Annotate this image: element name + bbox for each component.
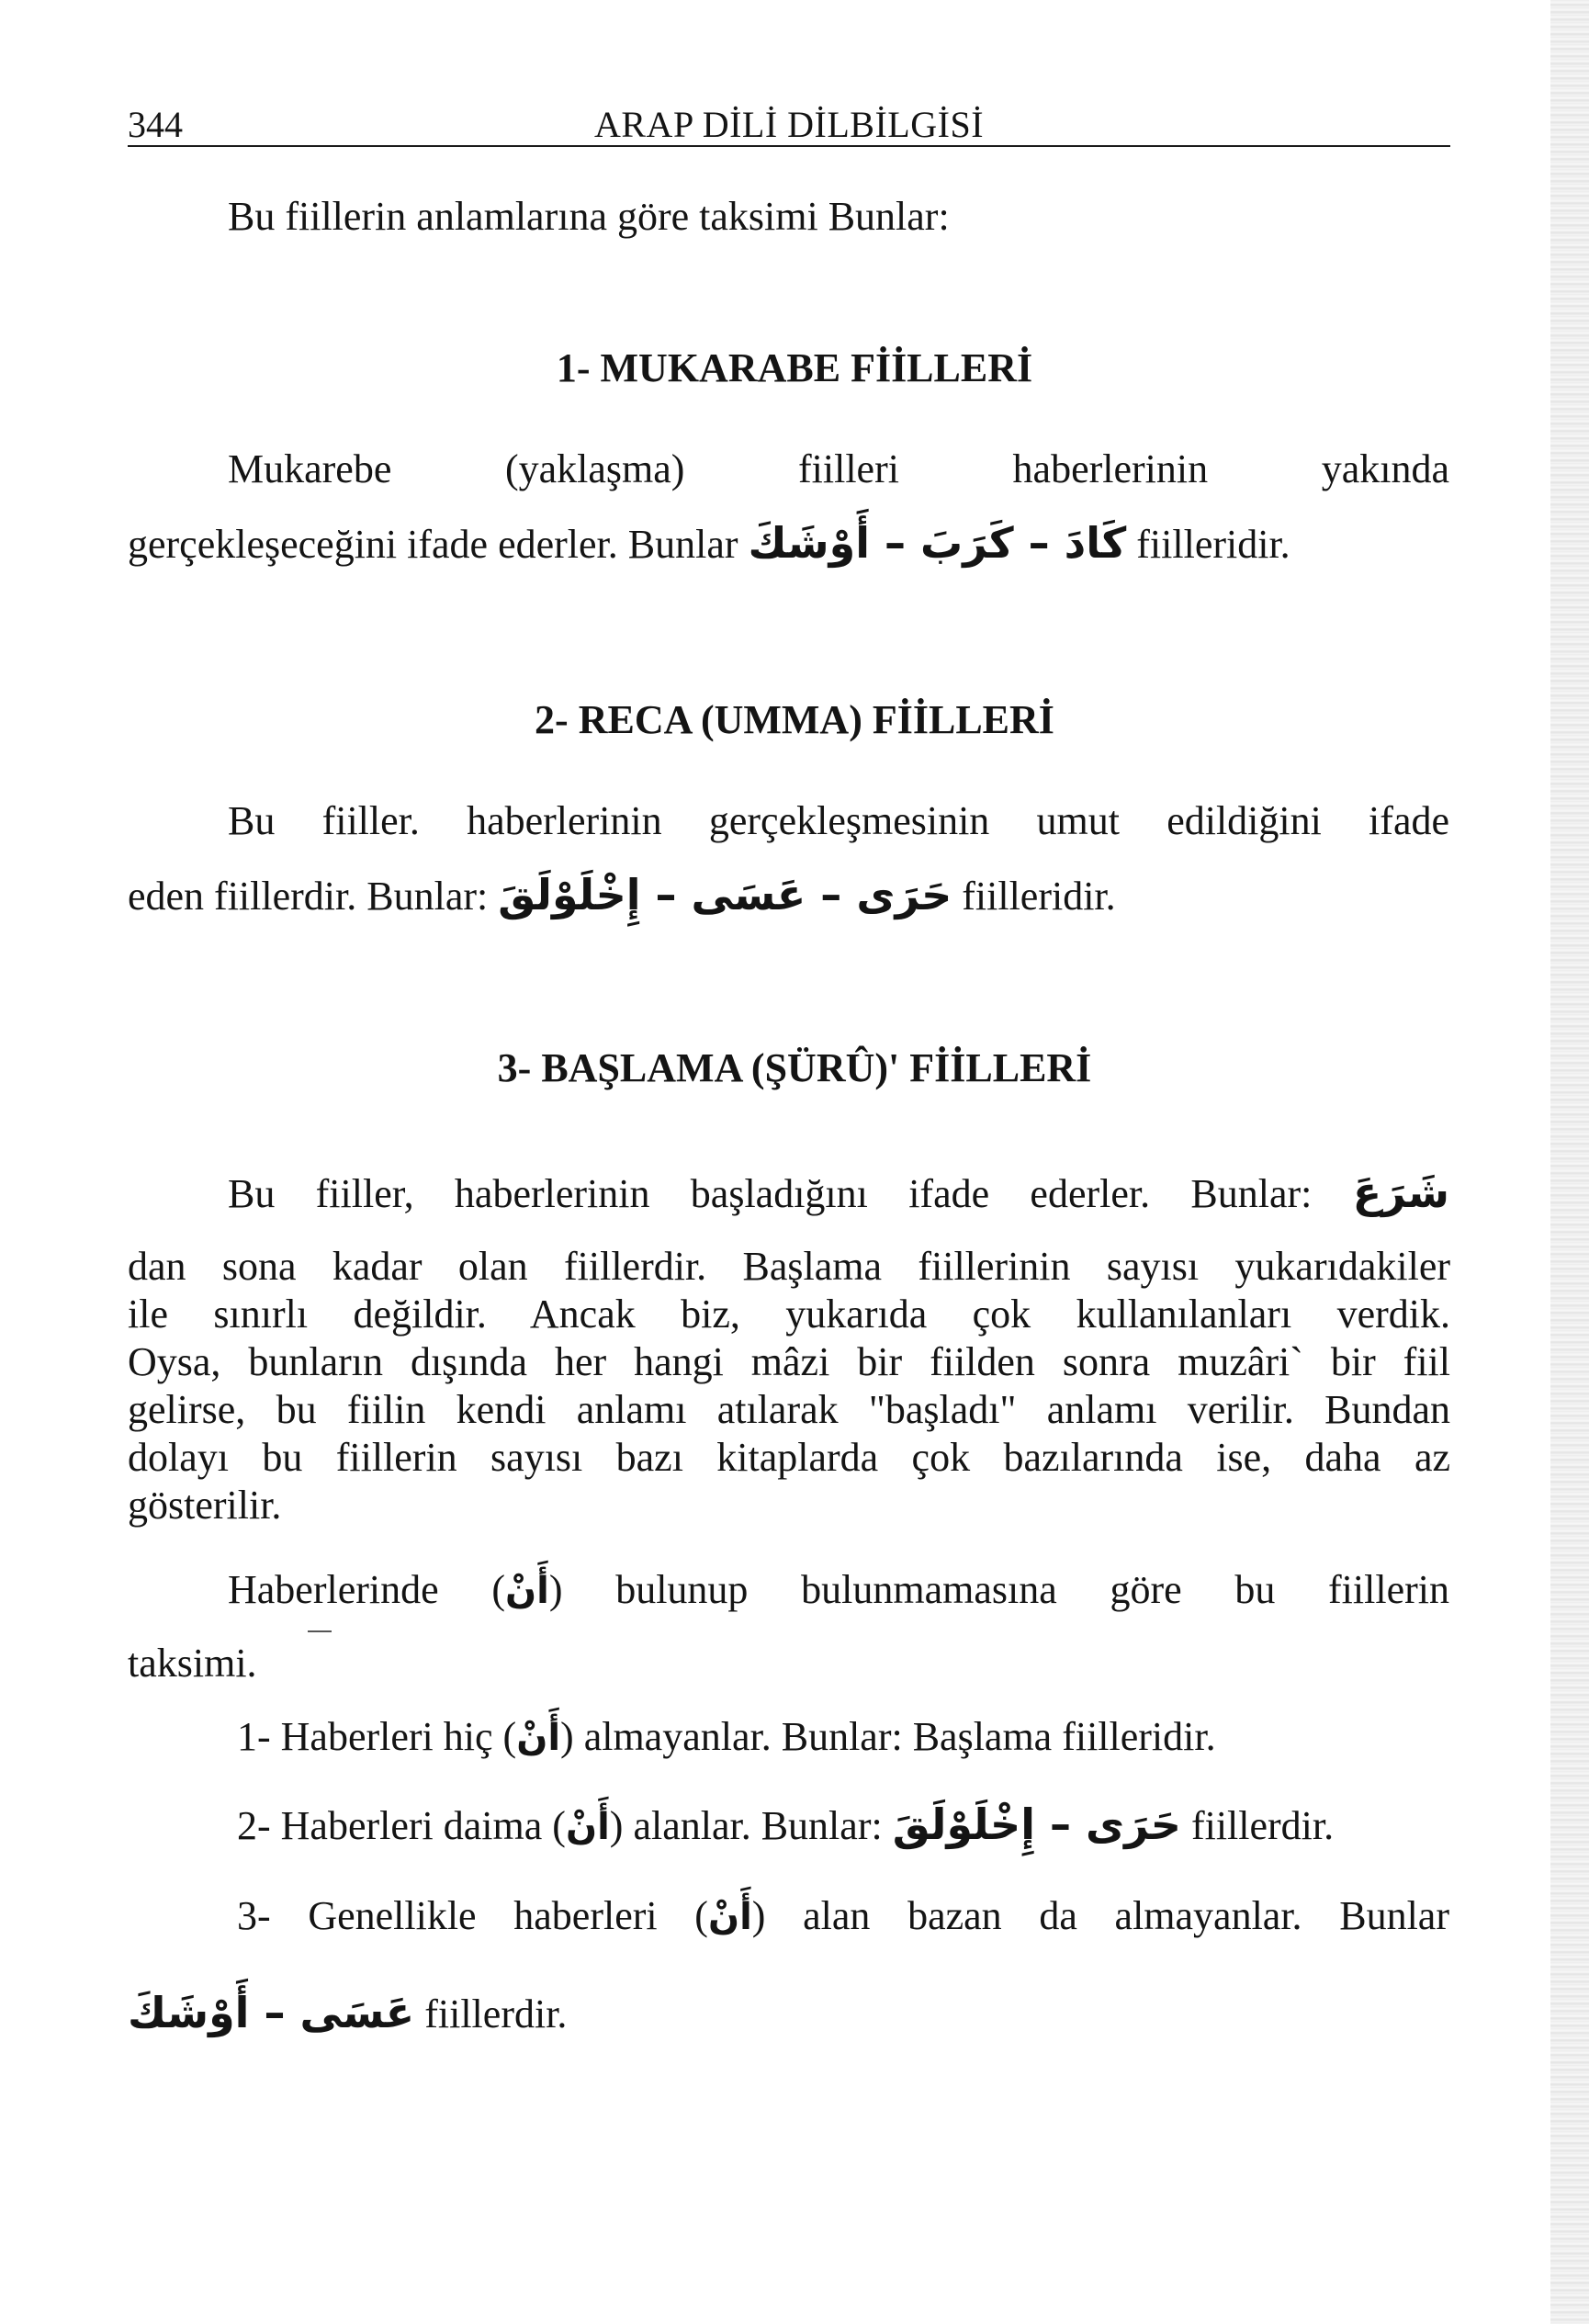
- section3-body-line: gösterilir.: [128, 1483, 282, 1528]
- section2-heading: 2- RECA (UMMA) FİİLLERİ: [535, 697, 1054, 742]
- section3-body-line: ile sınırlı değildir. Ancak biz, yukarıda çok kullanılanları verdik.: [128, 1292, 1450, 1337]
- taksim-intro-line1: [228, 1566, 1449, 1615]
- item2-arabic-verbs: حَرَى – إِخْلَوْلَقَ: [892, 1799, 1181, 1849]
- section1-line2-end: fiilleridir.: [1136, 522, 1290, 567]
- section1-line2-start: gerçekleşeceğini ifade ederler. Bunlar: [128, 522, 738, 567]
- item2-end: fiillerdir.: [1190, 1803, 1335, 1848]
- taksim-item-3: [237, 1892, 1449, 1941]
- taksim-intro-start: Haberlerinde (: [228, 1567, 505, 1612]
- section1-heading: 1- MUKARABE FİİLLERİ: [556, 345, 1033, 390]
- section3-body-line: dolayı bu fiillerin sayısı bazı kitaplarda çok bazılarında ise, daha az: [128, 1435, 1450, 1480]
- item2-start: 2- Haberleri daima (: [237, 1803, 566, 1848]
- taksim-item-2: [237, 1800, 1334, 1851]
- section1-line1: Mukarebe (yaklaşma) fiilleri haberlerinin yakında: [228, 446, 1449, 491]
- section3-body-line: Oysa, bunların dışında her hangi mâzi bir fiilden sonra muzâri` bir fiil: [128, 1339, 1450, 1384]
- section1-line2: [128, 519, 1290, 569]
- item2-mid: ) alanlar. Bunlar:: [609, 1803, 883, 1848]
- section3-body-line: gelirse, bu fiilin kendi anlamı atılarak "başladı" anlamı verilir. Bundan: [128, 1387, 1450, 1432]
- stray-print-mark: [308, 1630, 332, 1632]
- intro-text: Bu fiillerin anlamlarına göre taksimi Bunlar:: [228, 194, 950, 239]
- taksim-item-3-continuation: [128, 1989, 567, 2038]
- section2-line2: [128, 871, 1116, 920]
- section2-line2-end: fiilleridir.: [962, 874, 1116, 919]
- taksim-an-particle: أَنْ: [505, 1570, 549, 1612]
- section3-line1-start: Bu fiiller, haberlerinin başladığını ifade ederler. Bunlar:: [228, 1171, 1313, 1216]
- item1-end: ) almayanlar. Bunlar: Başlama fiilleridir.: [560, 1714, 1216, 1759]
- page-number: 344: [128, 104, 183, 145]
- item1-an-particle: أَنْ: [516, 1717, 561, 1759]
- section3-body-line: dan sona kadar olan fiillerdir. Başlama fiillerinin sayısı yukarıdakiler: [128, 1244, 1450, 1289]
- item2-an-particle: أَنْ: [565, 1806, 610, 1848]
- taksim-item-1: [237, 1713, 1216, 1762]
- item3-start: 3- Genellikle haberleri (: [237, 1893, 708, 1938]
- section3-arabic-verb: شَرَعَ: [1352, 1168, 1449, 1217]
- page-header: [128, 97, 1450, 147]
- section2-arabic-verbs: حَرَى – عَسَى – إِخْلَوْلَقَ: [498, 870, 952, 919]
- section1-arabic-verbs: كَادَ – كَرَبَ – أَوْشَكَ: [748, 518, 1127, 568]
- section2-line2-start: eden fiillerdir. Bunlar:: [128, 874, 489, 919]
- item3-arabic-verbs: عَسَى – أَوْشَكَ: [128, 1988, 415, 2037]
- taksim-intro-end: ) bulunup bulunmamasına göre bu fiillerin: [548, 1567, 1449, 1612]
- section3-heading: 3- BAŞLAMA (ŞÜRÛ)' FİİLLERİ: [497, 1045, 1092, 1090]
- taksim-intro-line2: taksimi.: [128, 1641, 257, 1686]
- item3-an-particle: أَنْ: [707, 1896, 752, 1938]
- section3-line1: [228, 1168, 1449, 1218]
- running-title: ARAP DİLİ DİLBİLGİSİ: [593, 104, 985, 145]
- section2-line1: Bu fiiller. haberlerinin gerçekleşmesinin umut edildiğini ifade: [228, 798, 1449, 843]
- item3-end: ) alan bazan da almayanlar. Bunlar: [751, 1893, 1449, 1938]
- item1-start: 1- Haberleri hiç (: [237, 1714, 517, 1759]
- item3-tail: fiillerdir.: [424, 1991, 568, 2036]
